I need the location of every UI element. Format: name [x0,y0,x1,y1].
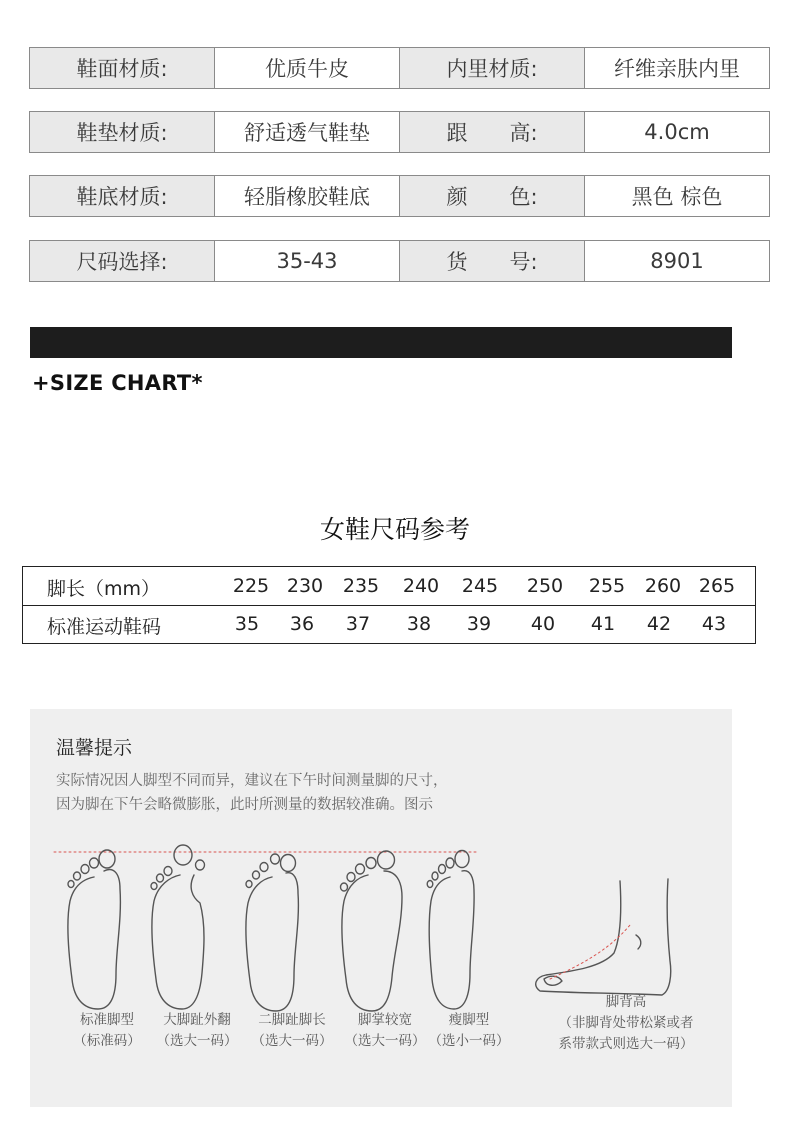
long-second-toe-foot-icon [246,854,299,1011]
size-chart-heading: +SIZE CHART* [32,371,203,395]
women-size-title: 女鞋尺码参考 [319,515,470,544]
foot-type-label: 脚掌较宽 （选大一码） [344,1012,426,1049]
foot-type-label: 标准脚型 （标准码） [73,1012,141,1049]
thin-foot-icon [427,851,474,1010]
spec-row [29,240,773,282]
spec-value: 优质牛皮 [215,47,400,89]
foot-length-row [23,567,755,606]
spec-label: 跟 高: [400,111,585,153]
spec-value: 4.0cm [585,111,770,153]
spec-label: 尺码选择: [29,240,215,282]
spec-label: 内里材质: [400,47,585,89]
high-instep-foot-icon [536,879,671,995]
spec-row [29,175,773,217]
spec-value: 黑色 棕色 [585,175,770,217]
spec-label: 货 号: [400,240,585,282]
table-cell: 42 [646,613,672,635]
spec-label: 鞋垫材质: [29,111,215,153]
tips-text: 因为脚在下午会略微膨胀，此时所测量的数据较准确。图示 [56,797,433,813]
spec-row [29,47,773,89]
table-cell: 37 [345,613,371,635]
tips-text: 实际情况因人脚型不同而异，建议在下午时间测量脚的尺寸， [56,773,448,789]
row-label: 脚长（mm） [47,578,161,600]
size-table [22,566,756,644]
spec-label: 鞋面材质: [29,47,215,89]
table-cell: 255 [588,575,626,597]
shoe-size-row [23,605,755,643]
spec-value: 舒适透气鞋垫 [215,111,400,153]
table-cell: 265 [698,575,736,597]
table-cell: 250 [526,575,564,597]
table-cell: 36 [289,613,315,635]
foot-illustrations [30,819,732,1109]
wide-foot-icon [341,851,403,1011]
table-cell: 43 [701,613,727,635]
table-cell: 260 [644,575,682,597]
table-cell: 40 [530,613,556,635]
foot-type-label: 瘦脚型 （选小一码） [428,1012,510,1049]
bunion-foot-icon [151,845,205,1009]
spec-value: 纤维亲肤内里 [585,47,770,89]
standard-foot-icon [68,850,121,1009]
table-cell: 39 [466,613,492,635]
table-cell: 38 [406,613,432,635]
spec-row [29,111,773,153]
spec-label: 颜 色: [400,175,585,217]
table-cell: 245 [461,575,499,597]
row-label: 标准运动鞋码 [47,616,162,638]
spec-value: 轻脂橡胶鞋底 [215,175,400,217]
table-cell: 240 [402,575,440,597]
foot-type-label: 二脚趾脚长 （选大一码） [251,1012,333,1049]
table-cell: 230 [286,575,324,597]
spec-label: 鞋底材质: [29,175,215,217]
spec-value: 35-43 [215,240,400,282]
table-cell: 35 [234,613,260,635]
tips-panel [30,709,732,1107]
instep-label: 脚背高 （非脚背处带松紧或者 系带款式则选大一码） [558,994,694,1052]
section-divider-bar [30,327,732,358]
spec-value: 8901 [585,240,770,282]
table-cell: 41 [590,613,616,635]
foot-type-label: 大脚趾外翻 （选大一码） [156,1012,238,1049]
table-cell: 235 [342,575,380,597]
tips-title: 温馨提示 [56,737,133,759]
table-cell: 225 [232,575,270,597]
